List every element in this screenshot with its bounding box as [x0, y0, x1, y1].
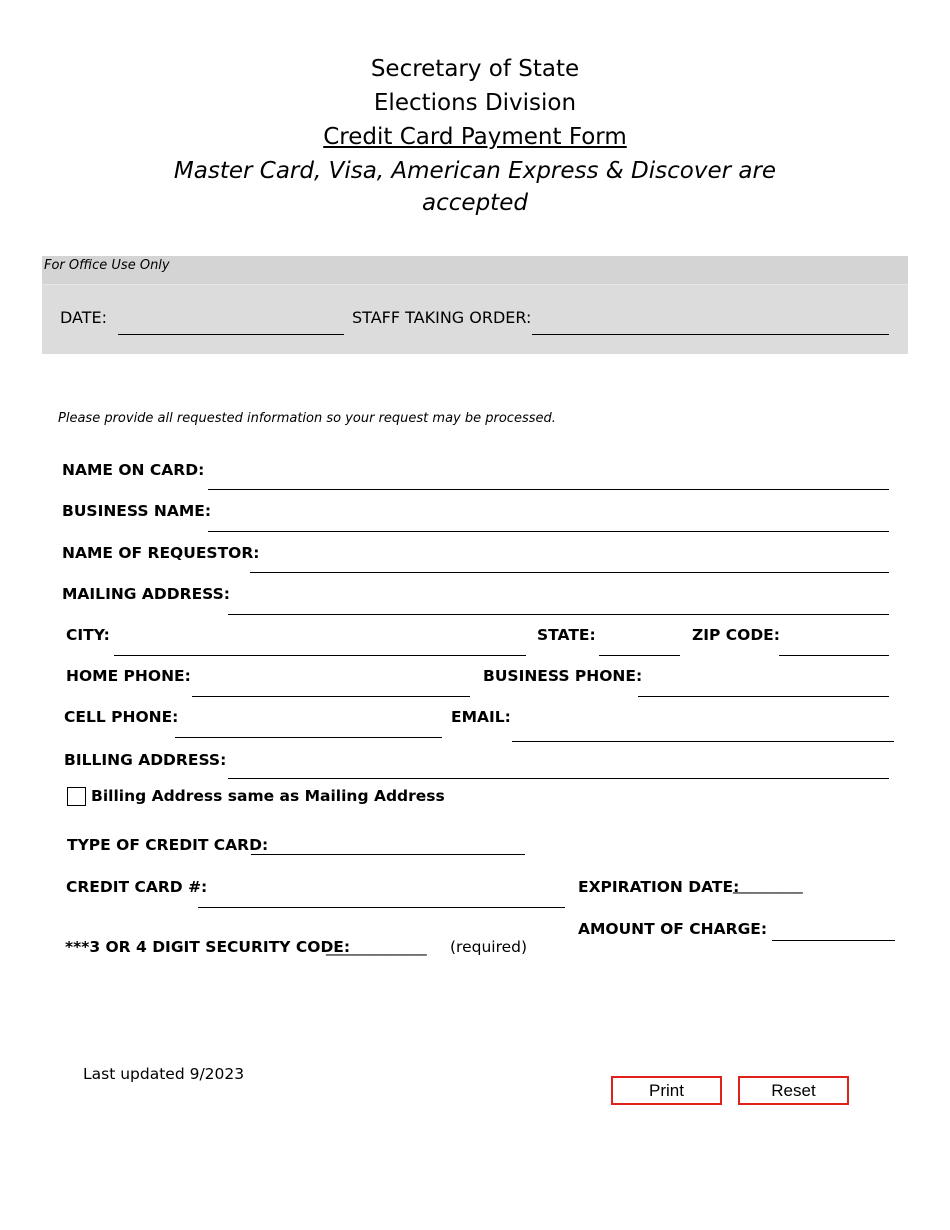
zip-code-label: ZIP CODE:	[692, 626, 780, 644]
billing-address-label: BILLING ADDRESS:	[64, 751, 227, 769]
office-use-title: For Office Use Only	[44, 258, 170, 273]
form-title	[0, 122, 950, 152]
expiration-date-field[interactable]: _________	[733, 876, 803, 894]
business-phone-field[interactable]	[638, 696, 889, 697]
home-phone-field[interactable]	[192, 696, 470, 697]
office-use-section	[42, 256, 908, 354]
accepted-cards-line2: accepted	[422, 190, 528, 216]
billing-address-field[interactable]	[228, 778, 889, 779]
name-on-card-field[interactable]	[208, 489, 889, 490]
header-division: Elections Division	[373, 90, 577, 116]
billing-same-label: Billing Address same as Mailing Address	[91, 787, 445, 805]
header-agency: Secretary of State	[370, 56, 580, 82]
home-phone-label: HOME PHONE:	[66, 667, 191, 685]
expiration-date-label: EXPIRATION DATE:	[578, 878, 740, 896]
office-date-label: DATE:	[60, 308, 108, 327]
city-label: CITY:	[66, 626, 110, 644]
cell-phone-label: CELL PHONE:	[64, 708, 179, 726]
amount-of-charge-label: AMOUNT OF CHARGE:	[578, 920, 768, 938]
mailing-address-label: MAILING ADDRESS:	[62, 585, 231, 603]
city-field[interactable]	[114, 655, 526, 656]
zip-code-field[interactable]	[779, 655, 889, 656]
print-button[interactable]: Print	[611, 1076, 722, 1105]
business-phone-label: BUSINESS PHONE:	[483, 667, 643, 685]
instructions-text: Please provide all requested information so your request may be processed.	[58, 411, 556, 426]
name-of-requestor-field[interactable]	[250, 572, 889, 573]
reset-button[interactable]: Reset	[738, 1076, 849, 1105]
type-of-credit-card-field[interactable]	[251, 854, 525, 855]
billing-same-checkbox[interactable]	[67, 787, 86, 806]
business-name-field[interactable]	[208, 531, 889, 532]
form-title-text: Credit Card Payment Form	[323, 124, 627, 150]
staff-taking-order-label: STAFF TAKING ORDER:	[352, 308, 532, 327]
credit-card-number-label: CREDIT CARD #:	[66, 878, 208, 896]
amount-of-charge-field[interactable]	[772, 940, 895, 941]
state-field[interactable]	[599, 655, 680, 656]
credit-card-number-field[interactable]	[198, 907, 565, 908]
office-use-header-strip	[42, 256, 908, 285]
security-code-label: ***3 OR 4 DIGIT SECURITY CODE:	[65, 938, 351, 956]
office-date-field[interactable]	[118, 334, 344, 335]
security-code-required-note: (required)	[450, 938, 528, 956]
name-of-requestor-label: NAME OF REQUESTOR:	[62, 544, 260, 562]
email-label: EMAIL:	[451, 708, 511, 726]
accepted-cards-line1: Master Card, Visa, American Express & Discover are	[173, 158, 777, 184]
mailing-address-field[interactable]	[228, 614, 889, 615]
last-updated-text: Last updated 9/2023	[83, 1065, 245, 1083]
business-name-label: BUSINESS NAME:	[62, 502, 212, 520]
cell-phone-field[interactable]	[175, 737, 442, 738]
name-on-card-label: NAME ON CARD:	[62, 461, 205, 479]
security-code-field[interactable]: _____________	[326, 938, 427, 956]
staff-taking-order-field[interactable]	[532, 334, 889, 335]
email-field[interactable]	[512, 741, 894, 742]
state-label: STATE:	[537, 626, 596, 644]
type-of-credit-card-label: TYPE OF CREDIT CARD:	[67, 836, 269, 854]
